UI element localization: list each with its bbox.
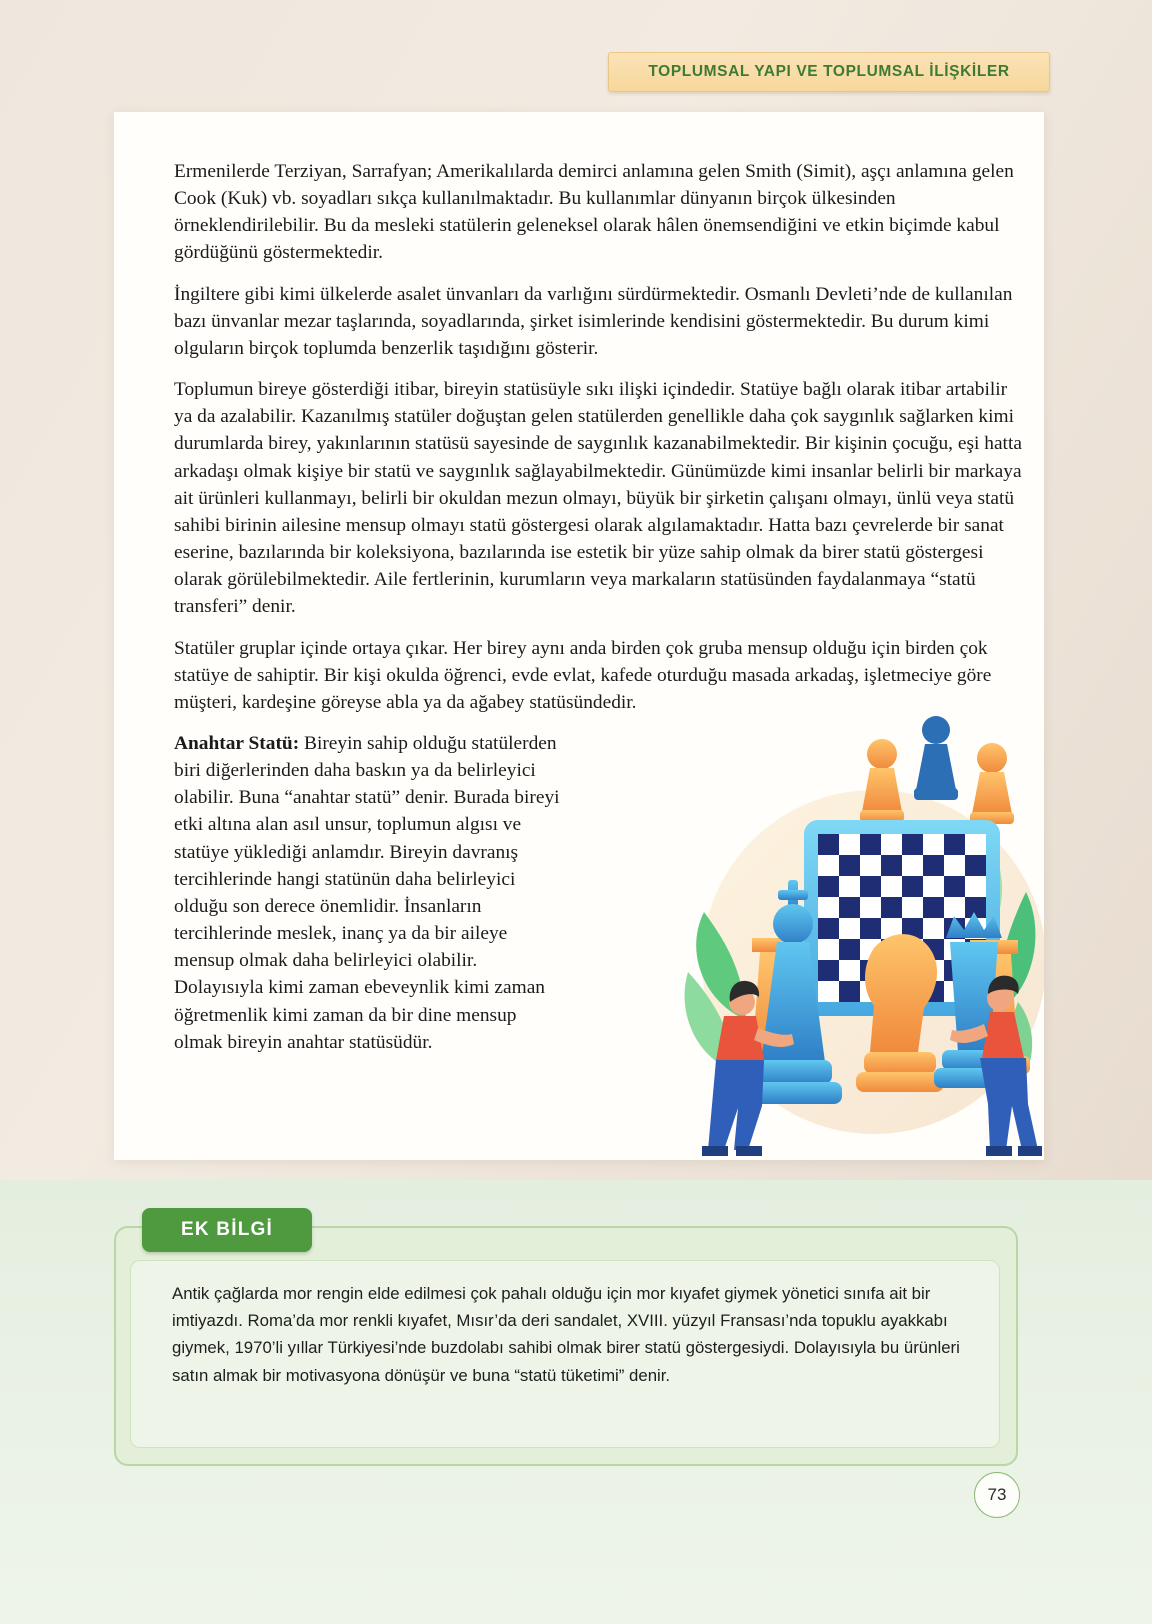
ek-bilgi-box xyxy=(114,1208,1014,1468)
key-status-text: Bireyin sahip olduğu statülerden biri diğerlerinden daha baskın ya da belirleyici olabilir. Buna “anahtar statü” denir. Burada bireyi etki altına alan asıl unsur, toplumun algısı ve statüye yüklediği anlamdır. Bireyin davranış tercihlerinde hangi statünün daha belirleyici olduğu son derece önemlidir. İnsanların tercihlerinde meslek, inanç ya da bir aileye mensup olmak daha belirleyici olabilir. Dolayısıyla kimi zaman ebeveynlik kimi zaman öğretmenlik kimi zaman da bir dine mensup olmak bireyin anahtar statüsüdür. xyxy=(174,732,560,1053)
chapter-title: TOPLUMSAL YAPI VE TOPLUMSAL İLİŞKİLER xyxy=(648,63,1010,80)
paragraph-3: Toplumun bireye gösterdiği itibar, bireyin statüsüyle sıkı ilişki içindedir. Statüye bağlı olarak itibar artabilir ya da azalabilir. Kazanılmış statüler doğuştan gelen statülerden genellikle daha çok saygınlık sağlarken kimi durumlarda birey, yakınlarının statüsü sayesinde de saygınlık kazanabilmektedir. Bir kişinin çocuğu, eşi hatta arkadaşı olmak kişiye bir statü ve saygınlık sağlayabilmektedir. Günümüzde kimi insanlar belirli bir markaya ait ürünleri kullanmayı, belirli bir okuldan mezun olmayı, büyük bir şirketin çalışanı olmayı, ünlü veya statü sahibi birinin ailesine mensup olmayı statü göstergesi olarak algılamaktadır. Hatta bazı çevrelerde bir sanat eserine, bazılarında bir koleksiyona, bazılarında ise estetik bir yüze sahip olmak da birer statü göstergesi olarak görülebilmektedir. Aile fertlerinin, kurumların veya markaların statüsünden faydalanmaya “statü transferi” denir. xyxy=(174,379,1022,618)
page-number-badge xyxy=(974,1472,1020,1518)
key-status-paragraph xyxy=(174,730,569,1056)
ek-bilgi-tab-label: EK BİLGİ xyxy=(181,1219,273,1240)
chess-board-illustration xyxy=(674,702,1044,1160)
chapter-header-banner xyxy=(608,52,1050,92)
key-status-label: Anahtar Statü: xyxy=(174,732,300,754)
paragraph-2: İngiltere gibi kimi ülkelerde asalet ünvanları da varlığını sürdürmektedir. Osmanlı Devleti’nde de kullanılan bazı ünvanlar mezar taşlarında, soyadlarında, şirket isimlerinde kendisini göstermektedir. Bu durum kimi olguların birçok toplumda benzerlik taşıdığını gösterir. xyxy=(174,283,1013,359)
paragraph-4: Statüler gruplar içinde ortaya çıkar. Her birey aynı anda birden çok gruba mensup olduğu için birden çok statüye de sahiptir. Bir kişi okulda öğrenci, evde evlat, kafede oturduğu masada arkadaş, işletmeciye göre müşteri, kardeşine göreyse abla ya da ağabey statüsündedir. xyxy=(174,637,992,713)
main-content-card xyxy=(114,112,1044,1160)
ek-bilgi-body-text: Antik çağlarda mor rengin elde edilmesi çok pahalı olduğu için mor kıyafet giymek yönetici sınıfa ait bir imtiyazdı. Roma’da mor renkli kıyafet, Mısır’da deri sandalet, XVIII. yüzyıl Fransası’nda topuklu ayakkabı giymek, 1970’li yıllar Türkiyesi’nde buzdolabı sahibi olmak birer statü göstergesiydi. Dolayısıyla bu ürünleri satın almak bir motivasyona dönüşür ve buna “statü tüketimi” denir. xyxy=(172,1284,960,1385)
page-number-text: 73 xyxy=(987,1485,1007,1504)
paragraph-1: Ermenilerde Terziyan, Sarrafyan; Amerikalılarda demirci anlamına gelen Smith (Simit), aşçı anlamına gelen Cook (Kuk) vb. soyadları sıkça kullanılmaktadır. Bu kullanımlar dünyanın birçok ülkesinden örneklendirilebilir. Bu da mesleki statülerin geleneksel olarak hâlen önemsendiğini ve etkin biçimde kabul gördüğünü göstermektedir. xyxy=(174,161,1014,264)
ek-bilgi-tab xyxy=(142,1208,312,1252)
